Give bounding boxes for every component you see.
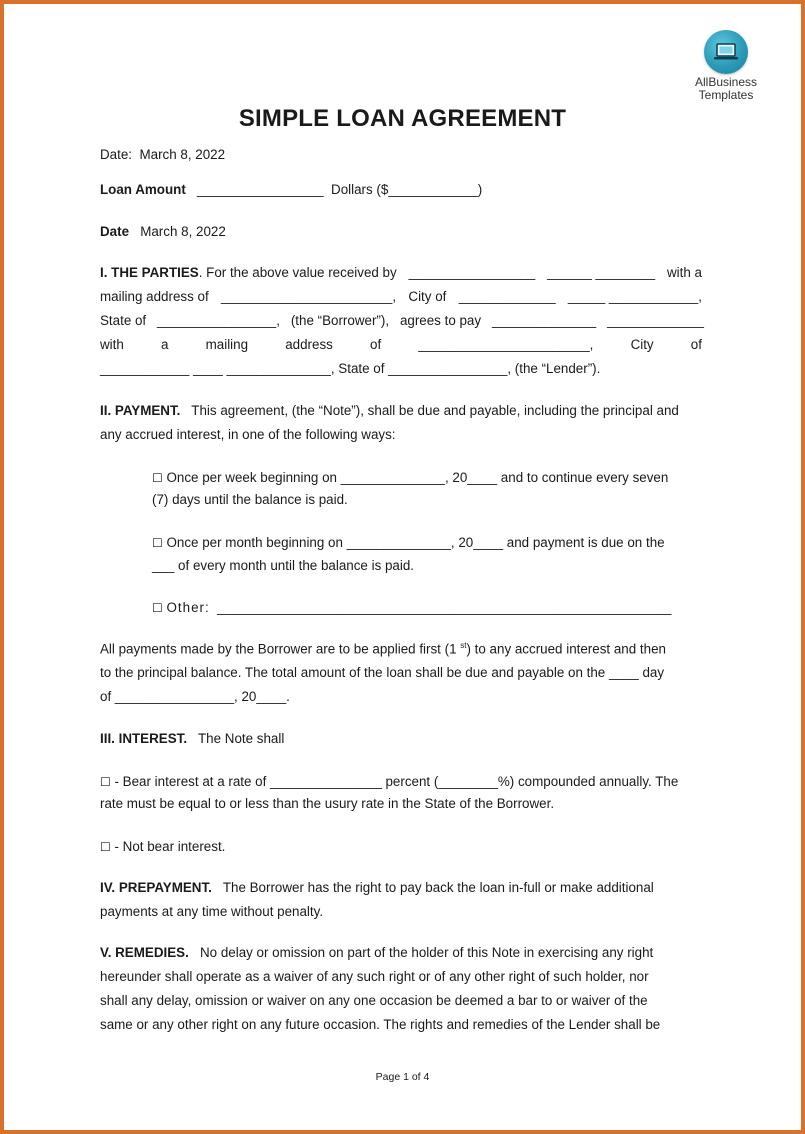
remedies-line-4: same or any other right on any future occasion. The rights and remedies of the Lender shall be [100, 1017, 661, 1032]
parties-line-3: State of ________________, (the “Borrower”), agrees to pay ______________ _____________ [100, 313, 704, 328]
payment-option-other: ☐ Other: _____________________________________________________________ [152, 600, 672, 615]
date-line: Date: March 8, 2022 [100, 147, 226, 162]
parties-line-4: with a mailing address of _______________________, City of [100, 337, 702, 352]
payment-line-2: any accrued interest, in one of the following ways: [100, 427, 396, 442]
loan-amount-line: Loan Amount _________________ Dollars ($____________) [100, 182, 483, 197]
checkbox-icon[interactable]: ☐ [152, 601, 163, 615]
document-title: SIMPLE LOAN AGREEMENT [238, 105, 567, 132]
logo-text: AllBusiness Templates [694, 75, 758, 102]
checkbox-icon[interactable]: ☐ [100, 840, 111, 854]
payment-note-1: All payments made by the Borrower are to be applied first (1 $^{st}$) to any accrued interest and then [100, 641, 666, 657]
payment-line-1: II. PAYMENT. This agreement, (the “Note”), shall be due and payable, including the principal and [100, 403, 679, 418]
prepayment-line-2: payments at any time without penalty. [100, 904, 324, 919]
checkbox-icon[interactable]: ☐ [100, 775, 111, 789]
checkbox-icon[interactable]: ☐ [152, 471, 163, 485]
remedies-line-3: shall any delay, omission or waiver on any one occasion be deemed a bar to or waiver of the [100, 993, 648, 1008]
date-line-2: Date March 8, 2022 [100, 224, 226, 239]
parties-line-1: I. THE PARTIES. For the above value received by _________________ ______ ________ with a [100, 265, 702, 280]
parties-line-2: mailing address of _______________________, City of _____________ _____ ____________, [100, 289, 702, 304]
payment-option-weekly: ☐ Once per week beginning on ______________, 20____ and to continue every seven [152, 470, 669, 485]
remedies-line-2: hereunder shall operate as a waiver of any such right or of any other right of such holder, nor [100, 969, 649, 984]
remedies-line-1: V. REMEDIES. No delay or omission on part of the holder of this Note in exercising any right [100, 945, 654, 960]
interest-option-bear-cont: rate must be equal to or less than the usury rate in the State of the Borrower. [100, 796, 555, 811]
interest-heading: III. INTEREST. The Note shall [100, 731, 285, 746]
prepayment-line-1: IV. PREPAYMENT. The Borrower has the right to pay back the loan in-full or make additional [100, 880, 654, 895]
brand-logo [688, 30, 764, 102]
payment-note-3: of ________________, 20____. [100, 689, 290, 704]
page-number: Page 1 of 4 [375, 1071, 430, 1083]
payment-option-monthly-cont: ___ of every month until the balance is paid. [152, 558, 415, 573]
payment-option-weekly-cont: (7) days until the balance is paid. [152, 492, 348, 507]
payment-option-monthly: ☐ Once per month beginning on ______________, 20____ and payment is due on the [152, 535, 665, 550]
interest-option-bear: ☐ - Bear interest at a rate of _______________ percent (________%) compounded annually. The [100, 774, 679, 789]
laptop-icon [704, 30, 748, 74]
interest-option-none: ☐ - Not bear interest. [100, 839, 226, 854]
payment-note-2: to the principal balance. The total amount of the loan shall be due and payable on the ____ day [100, 665, 665, 680]
checkbox-icon[interactable]: ☐ [152, 536, 163, 550]
parties-line-5: ____________ ____ ______________, State of ________________, (the “Lender”). [100, 361, 601, 376]
